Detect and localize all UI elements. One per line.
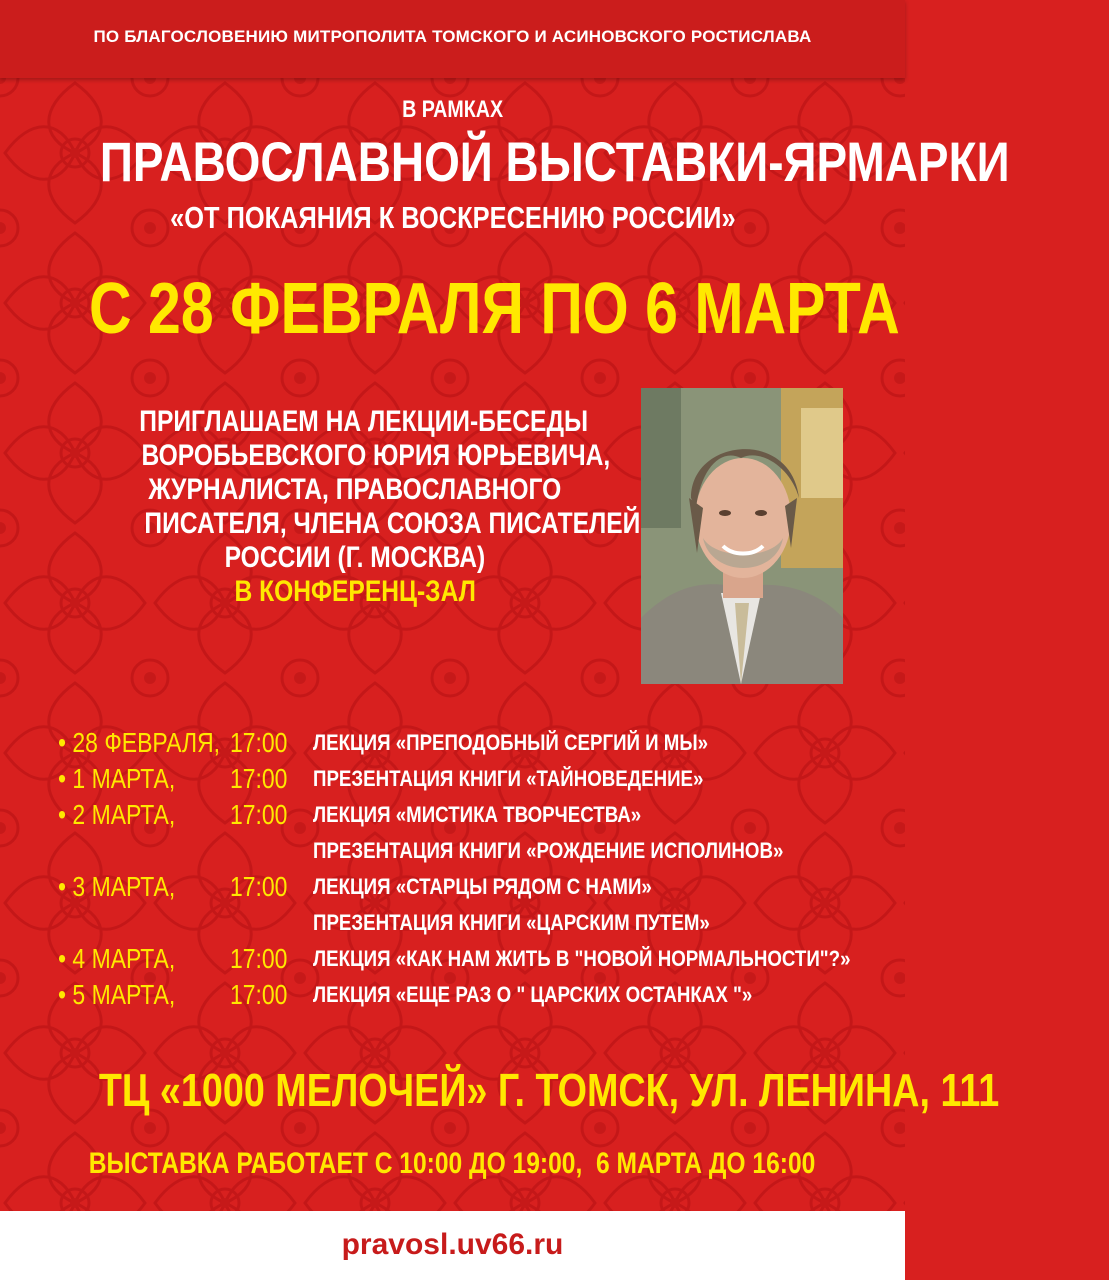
schedule-desc: ПРЕЗЕНТАЦИЯ КНИГИ «РОЖДЕНИЕ ИСПОЛИНОВ» <box>313 838 784 863</box>
schedule-desc: ЛЕКЦИЯ «МИСТИКА ТВОРЧЕСТВА» <box>313 802 642 827</box>
schedule-row <box>58 797 858 833</box>
invitation-line: ВОРОБЬЕВСКОГО ЮРИЯ ЮРЬЕВИЧА, <box>141 439 611 472</box>
schedule-date: • 28 ФЕВРАЛЯ, <box>58 727 221 758</box>
schedule-row <box>58 761 858 797</box>
venue-text: В КОНФЕРЕНЦ-ЗАЛ <box>234 575 476 608</box>
schedule-desc: ПРЕЗЕНТАЦИЯ КНИГИ «ТАЙНОВЕДЕНИЕ» <box>313 766 704 791</box>
footer-band <box>0 1211 905 1280</box>
schedule-time: 17:00 <box>230 799 288 830</box>
schedule-date: • 2 МАРТА, <box>58 799 176 830</box>
invitation-line: ПРИГЛАШАЕМ НА ЛЕКЦИИ-БЕСЕДЫ <box>139 405 589 438</box>
invitation-line: ПИСАТЕЛЯ, ЧЛЕНА СОЮЗА ПИСАТЕЛЕЙ <box>144 507 641 540</box>
schedule-desc: ЛЕКЦИЯ «ПРЕПОДОБНЫЙ СЕРГИЙ И МЫ» <box>313 730 709 755</box>
schedule-row <box>58 725 858 761</box>
event-subtitle: «ОТ ПОКАЯНИЯ К ВОСКРЕСЕНИЮ РОССИИ» <box>169 200 736 235</box>
invitation-line: РОССИИ (Г. МОСКВА) <box>224 541 486 574</box>
invitation-line: ЖУРНАЛИСТА, ПРАВОСЛАВНОГО <box>148 473 562 506</box>
schedule-date: • 4 МАРТА, <box>58 943 176 974</box>
invitation-text <box>90 405 641 609</box>
schedule-desc: ЛЕКЦИЯ «СТАРЦЫ РЯДОМ С НАМИ» <box>313 874 652 899</box>
schedule-row <box>58 833 858 869</box>
schedule-time: 17:00 <box>230 871 288 902</box>
portrait-photo <box>641 388 843 684</box>
blessing-text: ПО БЛАГОСЛОВЕНИЮ МИТРОПОЛИТА ТОМСКОГО И АСИНОВСКОГО РОСТИСЛАВА <box>93 27 812 46</box>
schedule-row <box>58 977 858 1013</box>
schedule-time: 17:00 <box>230 763 288 794</box>
event-title: ПРАВОСЛАВНОЙ ВЫСТАВКИ-ЯРМАРКИ <box>99 130 1010 193</box>
schedule-time: 17:00 <box>230 979 288 1010</box>
schedule-row <box>58 941 858 977</box>
schedule-time: 17:00 <box>230 727 288 758</box>
schedule-row <box>58 905 858 941</box>
intro-text: В РАМКАХ <box>401 96 504 123</box>
schedule-desc: ЛЕКЦИЯ «КАК НАМ ЖИТЬ В "НОВОЙ НОРМАЛЬНОСТИ"?» <box>313 946 851 971</box>
hours-text: ВЫСТАВКА РАБОТАЕТ С 10:00 ДО 19:00, 6 МАРТА ДО 16:00 <box>89 1147 816 1180</box>
schedule-list <box>58 725 858 1013</box>
schedule-row <box>58 869 858 905</box>
schedule-desc: ПРЕЗЕНТАЦИЯ КНИГИ «ЦАРСКИМ ПУТЕМ» <box>313 910 710 935</box>
schedule-date: • 3 МАРТА, <box>58 871 176 902</box>
website-link[interactable]: pravosl.uv66.ru <box>341 1228 564 1261</box>
schedule-date: • 1 МАРТА, <box>58 763 176 794</box>
location-text: ТЦ «1000 МЕЛОЧЕЙ» Г. ТОМСК, УЛ. ЛЕНИНА, 111 <box>98 1064 1000 1116</box>
schedule-date: • 5 МАРТА, <box>58 979 176 1010</box>
event-dates: С 28 ФЕВРАЛЯ ПО 6 МАРТА <box>88 269 900 349</box>
schedule-desc: ЛЕКЦИЯ «ЕЩЕ РАЗ О " ЦАРСКИХ ОСТАНКАХ "» <box>313 982 753 1007</box>
schedule-time: 17:00 <box>230 943 288 974</box>
